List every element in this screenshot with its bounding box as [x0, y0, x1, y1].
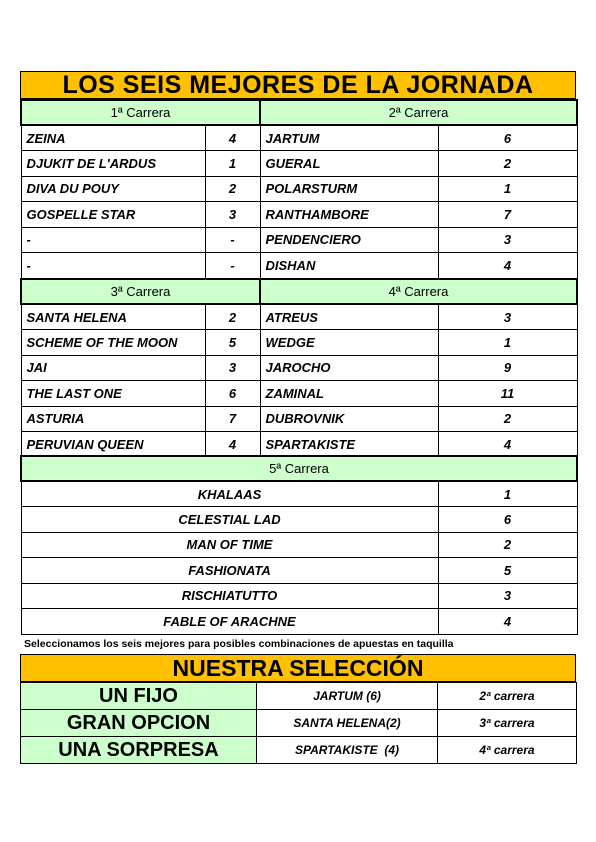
horse-name: GUERAL [260, 151, 438, 177]
horse-name: SCHEME OF THE MOON [21, 330, 205, 356]
race-4-header: 4ª Carrera [260, 279, 577, 304]
horse-number: - [205, 253, 260, 279]
horse-name: JARTUM [260, 125, 438, 151]
horse-name: ZAMINAL [260, 381, 438, 407]
table-row [21, 381, 577, 407]
horse-name: ATREUS [260, 304, 438, 330]
horse-number: 3 [438, 304, 577, 330]
horse-number: 2 [438, 532, 577, 558]
horse-name: - [21, 227, 205, 253]
horse-number: 6 [438, 507, 577, 533]
table-row [21, 583, 577, 609]
horse-name: DIVA DU POUY [21, 176, 205, 202]
table-row [21, 176, 577, 202]
horse-number: 2 [205, 304, 260, 330]
selection-horse: JARTUM (6) [257, 683, 438, 710]
horse-number: 3 [205, 355, 260, 381]
selection-category: UN FIJO [21, 683, 257, 710]
horse-name: THE LAST ONE [21, 381, 205, 407]
horse-number: 3 [205, 202, 260, 228]
selection-title: NUESTRA SELECCIÓN [20, 654, 576, 682]
race-header-row [21, 279, 577, 304]
selection-horse: SANTA HELENA(2) [257, 710, 438, 737]
table-row [21, 609, 577, 635]
horse-number: 4 [205, 432, 260, 458]
race-3-header: 3ª Carrera [21, 279, 260, 304]
horse-name: CELESTIAL LAD [21, 507, 438, 533]
horse-name: POLARSTURM [260, 176, 438, 202]
horse-name: ZEINA [21, 125, 205, 151]
race-5-table [20, 455, 578, 635]
horse-number: 1 [438, 481, 577, 507]
selection-race: 4ª carrera [438, 737, 577, 764]
horse-number: 2 [438, 151, 577, 177]
race-5-header: 5ª Carrera [21, 456, 577, 481]
table-row [21, 151, 577, 177]
note-text: Seleccionamos los seis mejores para posibles combinaciones de apuestas en taquilla [24, 638, 454, 650]
horse-name: WEDGE [260, 330, 438, 356]
selection-category: GRAN OPCION [21, 710, 257, 737]
horse-name: - [21, 253, 205, 279]
horse-name: PERUVIAN QUEEN [21, 432, 205, 458]
table-row [21, 202, 577, 228]
horse-number: 6 [438, 125, 577, 151]
table-row [21, 406, 577, 432]
race-header-row [21, 456, 577, 481]
horse-name: FABLE OF ARACHNE [21, 609, 438, 635]
horse-name: DJUKIT DE L'ARDUS [21, 151, 205, 177]
horse-number: 2 [438, 406, 577, 432]
horse-name: ASTURIA [21, 406, 205, 432]
horse-name: RISCHIATUTTO [21, 583, 438, 609]
horse-number: 2 [205, 176, 260, 202]
races-3-4-table [20, 278, 578, 458]
page-title: LOS SEIS MEJORES DE LA JORNADA [20, 71, 576, 99]
table-row [21, 558, 577, 584]
horse-number: 5 [205, 330, 260, 356]
horse-name: JAI [21, 355, 205, 381]
horse-name: KHALAAS [21, 481, 438, 507]
race-2-header: 2ª Carrera [260, 100, 577, 125]
horse-number: - [205, 227, 260, 253]
horse-name: DUBROVNIK [260, 406, 438, 432]
selection-table [20, 682, 577, 764]
table-row [21, 330, 577, 356]
horse-number: 7 [205, 406, 260, 432]
horse-number: 11 [438, 381, 577, 407]
horse-name: FASHIONATA [21, 558, 438, 584]
horse-number: 4 [205, 125, 260, 151]
race-1-header: 1ª Carrera [21, 100, 260, 125]
races-1-2-table [20, 99, 578, 279]
horse-number: 3 [438, 227, 577, 253]
table-row [21, 355, 577, 381]
horse-number: 4 [438, 609, 577, 635]
horse-name: RANTHAMBORE [260, 202, 438, 228]
table-row [21, 125, 577, 151]
horse-name: PENDENCIERO [260, 227, 438, 253]
table-row [21, 253, 577, 279]
horse-name: SANTA HELENA [21, 304, 205, 330]
table-row [21, 683, 577, 710]
selection-horse: SPARTAKISTE (4) [257, 737, 438, 764]
table-row [21, 227, 577, 253]
table-row [21, 710, 577, 737]
race-header-row [21, 100, 577, 125]
selection-race: 2ª carrera [438, 683, 577, 710]
horse-number: 1 [205, 151, 260, 177]
horse-name: JAROCHO [260, 355, 438, 381]
horse-number: 7 [438, 202, 577, 228]
table-row [21, 481, 577, 507]
horse-number: 4 [438, 253, 577, 279]
horse-name: DISHAN [260, 253, 438, 279]
table-row [21, 532, 577, 558]
horse-number: 3 [438, 583, 577, 609]
horse-name: MAN OF TIME [21, 532, 438, 558]
horse-number: 5 [438, 558, 577, 584]
horse-number: 9 [438, 355, 577, 381]
horse-number: 1 [438, 330, 577, 356]
table-row [21, 737, 577, 764]
horse-number: 6 [205, 381, 260, 407]
horse-number: 4 [438, 432, 577, 458]
horse-name: SPARTAKISTE [260, 432, 438, 458]
table-row [21, 507, 577, 533]
selection-race: 3ª carrera [438, 710, 577, 737]
selection-category: UNA SORPRESA [21, 737, 257, 764]
table-row [21, 432, 577, 458]
horse-number: 1 [438, 176, 577, 202]
table-row [21, 304, 577, 330]
horse-name: GOSPELLE STAR [21, 202, 205, 228]
